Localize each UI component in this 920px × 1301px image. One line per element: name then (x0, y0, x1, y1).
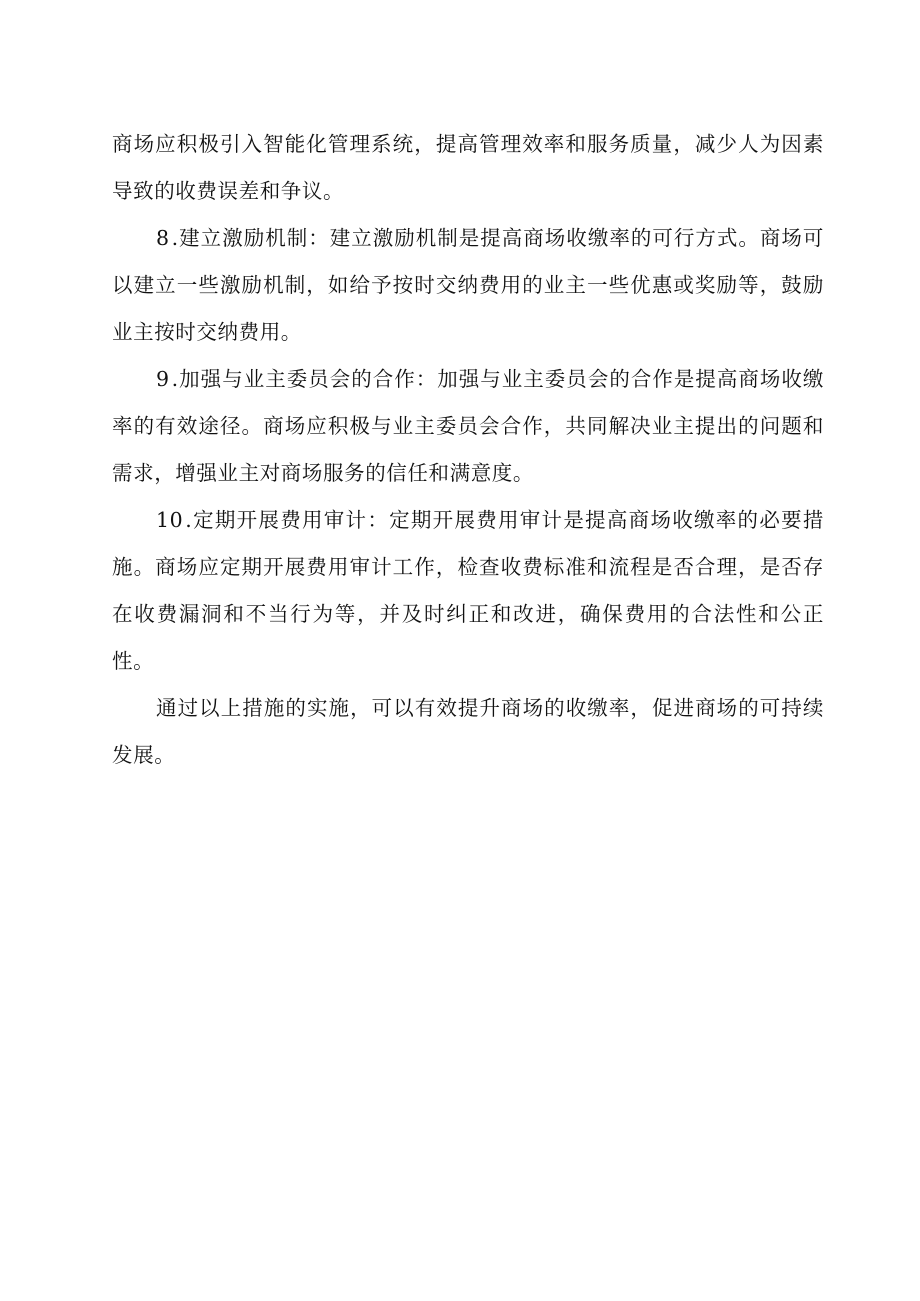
paragraph-text: .加强与业主委员会的合作：加强与业主委员会的合作是提高商场收缴率的有效途径。商场应积极与业主委员会合作，共同解决业主提出的问题和需求，增强业主对商场服务的信任和满意度。 (112, 367, 824, 485)
paragraph-text: .定期开展费用审计：定期开展费用审计是提高商场收缴率的必要措施。商场应定期开展费用审计工作，检查收费标准和流程是否合理，是否存在收费漏洞和不当行为等，并及时纠正和改进，确保费用的合法性和公正性。 (112, 508, 824, 673)
paragraph-item-8 (112, 215, 824, 356)
paragraph-continuation (112, 121, 824, 215)
paragraph-text: 商场应积极引入智能化管理系统，提高管理效率和服务质量，减少人为因素导致的收费误差和争议。 (112, 132, 824, 203)
document-body (112, 121, 824, 779)
paragraph-text: .建立激励机制：建立激励机制是提高商场收缴率的可行方式。商场可以建立一些激励机制，如给予按时交纳费用的业主一些优惠或奖励等，鼓励业主按时交纳费用。 (112, 226, 824, 344)
paragraph-number: 10 (156, 508, 184, 532)
paragraph-number: 8 (156, 226, 170, 250)
paragraph-number: 9 (156, 367, 170, 391)
paragraph-item-10 (112, 497, 824, 685)
paragraph-item-9 (112, 356, 824, 497)
paragraph-text: 通过以上措施的实施，可以有效提升商场的收缴率，促进商场的可持续发展。 (112, 696, 824, 767)
paragraph-conclusion (112, 685, 824, 779)
